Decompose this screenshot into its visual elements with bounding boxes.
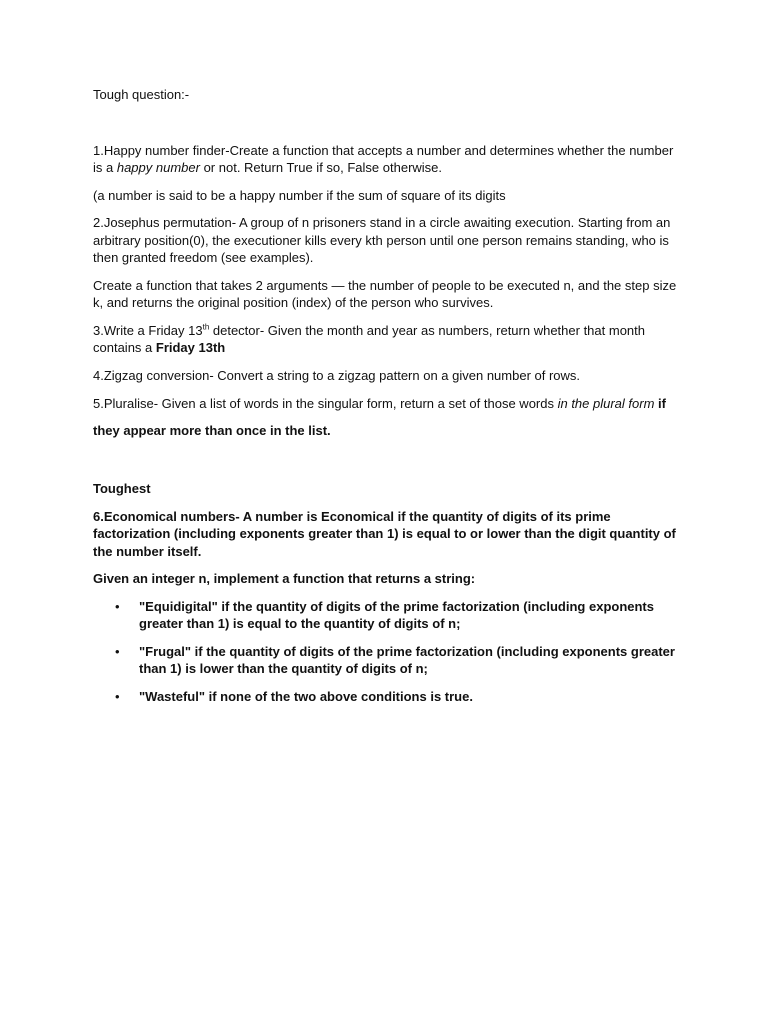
bullet-icon: • (115, 688, 120, 704)
question-1 (93, 142, 678, 177)
list-item-text: "Wasteful" if none of the two above conditions is true. (139, 688, 473, 704)
question-4: 4.Zigzag conversion- Convert a string to a zigzag pattern on a given number of rows. (93, 367, 581, 383)
list-item-text: "Equidigital" if the quantity of digits of the prime factorization (including exponents greater than 1) is equal to the quantity of digits of n; (139, 598, 654, 631)
bullet-icon: • (115, 598, 120, 614)
list-item-text: "Frugal" if the quantity of digits of the prime factorization (including exponents greater than 1) is lower than the quantity of digits of n; (139, 643, 675, 676)
toughest-heading: Toughest (93, 481, 151, 496)
list-item (93, 688, 678, 706)
question-5 (93, 390, 678, 444)
q3-text-mid: detector- Given the month and year as numbers, return whether that month contains a (93, 322, 645, 355)
question-1-note: (a number is said to be a happy number if the sum of square of its digits (93, 187, 506, 203)
q3-text: 3.Write a Friday 13 (93, 322, 203, 338)
q5-italic: in the plural form (557, 396, 655, 411)
heading: Tough question:- (93, 87, 190, 102)
question-6-task: Given an integer n, implement a function that returns a string: (93, 571, 476, 586)
q1-text: 1.Happy number finder-Create a function that accepts a number and determines whether the number is a (93, 142, 674, 175)
q3-bold: Friday 13th (155, 340, 226, 355)
list-item (93, 598, 678, 633)
q1-italic: happy number (116, 160, 200, 175)
question-2: 2.Josephus permutation- A group of n prisoners stand in a circle awaiting execution. Starting from an arbitrary position(0), the executioner kills every kth person until one person remains standing, who is then granted freedom (see examples). (93, 215, 671, 265)
document-page (93, 86, 678, 715)
question-3 (93, 322, 678, 357)
list-item (93, 643, 678, 678)
q3-superscript: th (202, 322, 210, 332)
q5-text: 5.Pluralise- Given a list of words in the singular form, return a set of those words (93, 396, 558, 411)
answer-list (93, 598, 678, 706)
question-6: 6.Economical numbers- A number is Economical if the quantity of digits of its prime factorization (including exponents greater than 1) is equal to or lower than the digit quantity of the number itself. (93, 508, 676, 559)
q1-text-end: or not. Return True if so, False otherwise. (199, 160, 443, 175)
bullet-icon: • (115, 643, 120, 659)
q5-bold: if they appear more than once in the list. (93, 396, 666, 438)
question-2-more: Create a function that takes 2 arguments — the number of people to be executed n, and the step size k, and returns the original position (index) of the person who survives. (93, 277, 677, 310)
